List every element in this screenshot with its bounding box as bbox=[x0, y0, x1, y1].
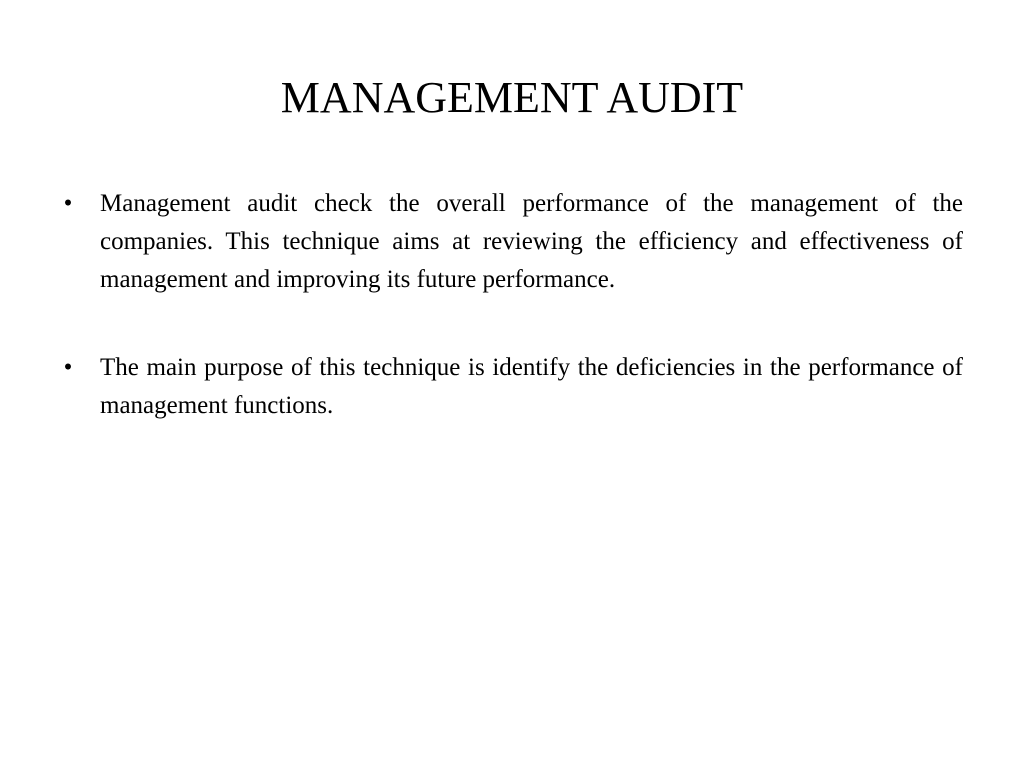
bullet-icon: • bbox=[63, 354, 73, 381]
bullet-text: Management audit check the overall performance of the management of the companies. This technique aims at reviewing the efficiency and effectiveness of management and improving its future performance. bbox=[100, 190, 963, 293]
slide-title: MANAGEMENT AUDIT bbox=[280, 73, 744, 122]
bullet-item-1 bbox=[58, 185, 963, 299]
bullet-list bbox=[58, 185, 963, 425]
bullet-icon: • bbox=[63, 190, 73, 217]
bullet-item-2 bbox=[58, 349, 963, 425]
bullet-text: The main purpose of this technique is identify the deficiencies in the performance of management functions. bbox=[100, 354, 963, 419]
